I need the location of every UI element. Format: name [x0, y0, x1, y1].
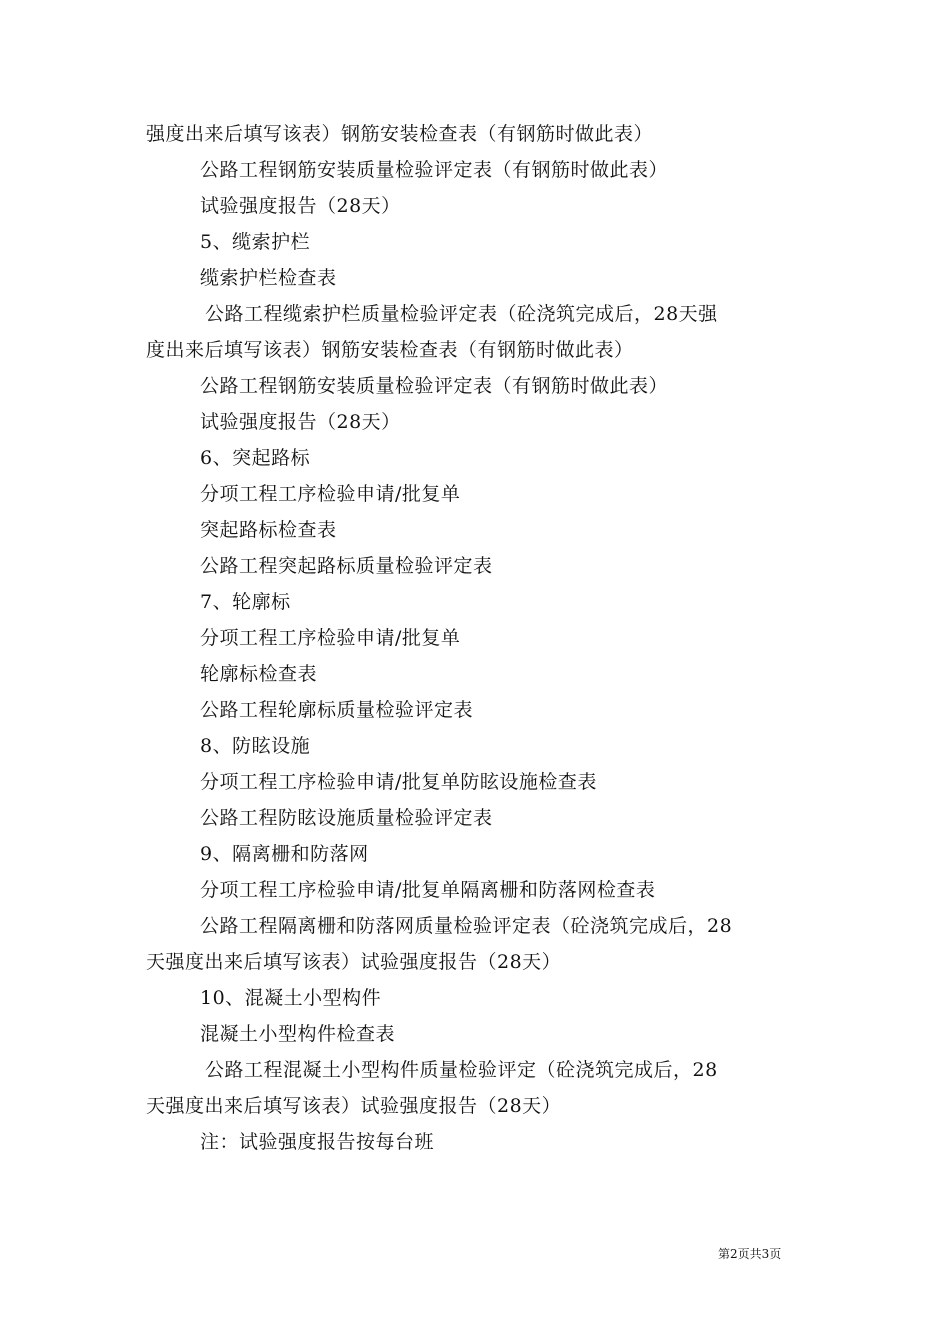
text-line: 试验强度报告（28天）	[200, 411, 401, 433]
text-line: 分项工程工序检验申请/批复单	[200, 483, 461, 505]
section-heading: 8、防眩设施	[200, 735, 311, 757]
note-line: 注：试验强度报告按每台班	[200, 1131, 435, 1153]
text-line: 缆索护栏检查表	[200, 267, 337, 289]
text-line: 公路工程缆索护栏质量检验评定表（砼浇筑完成后，28天强	[205, 303, 718, 325]
text-line: 轮廓标检查表	[200, 663, 318, 685]
text-line: 分项工程工序检验申请/批复单防眩设施检查表	[200, 771, 597, 793]
text-line: 度出来后填写该表）钢筋安装检查表（有钢筋时做此表）	[146, 339, 634, 361]
text-line: 突起路标检查表	[200, 519, 337, 541]
text-line: 公路工程钢筋安装质量检验评定表（有钢筋时做此表）	[200, 159, 669, 181]
section-heading: 7、轮廓标	[200, 591, 291, 613]
text-line: 公路工程隔离栅和防落网质量检验评定表（砼浇筑完成后，28	[200, 915, 733, 937]
text-line: 公路工程突起路标质量检验评定表	[200, 555, 493, 577]
text-line: 分项工程工序检验申请/批复单隔离栅和防落网检查表	[200, 879, 656, 901]
text-line: 公路工程防眩设施质量检验评定表	[200, 807, 493, 829]
section-heading: 10、混凝土小型构件	[200, 987, 382, 1009]
text-line: 天强度出来后填写该表）试验强度报告（28天）	[146, 951, 562, 973]
text-line: 公路工程轮廓标质量检验评定表	[200, 699, 474, 721]
section-heading: 6、突起路标	[200, 447, 311, 469]
page-number-footer: 第2页共3页	[718, 1247, 782, 1261]
section-heading: 9、隔离栅和防落网	[200, 843, 369, 865]
text-line: 分项工程工序检验申请/批复单	[200, 627, 461, 649]
text-line: 公路工程钢筋安装质量检验评定表（有钢筋时做此表）	[200, 375, 669, 397]
text-line: 公路工程混凝土小型构件质量检验评定（砼浇筑完成后，28	[205, 1059, 718, 1081]
text-line: 强度出来后填写该表）钢筋安装检查表（有钢筋时做此表）	[146, 123, 654, 145]
text-line: 混凝土小型构件检查表	[200, 1023, 396, 1045]
text-line: 试验强度报告（28天）	[200, 195, 401, 217]
section-heading: 5、缆索护栏	[200, 231, 311, 253]
text-line: 天强度出来后填写该表）试验强度报告（28天）	[146, 1095, 562, 1117]
